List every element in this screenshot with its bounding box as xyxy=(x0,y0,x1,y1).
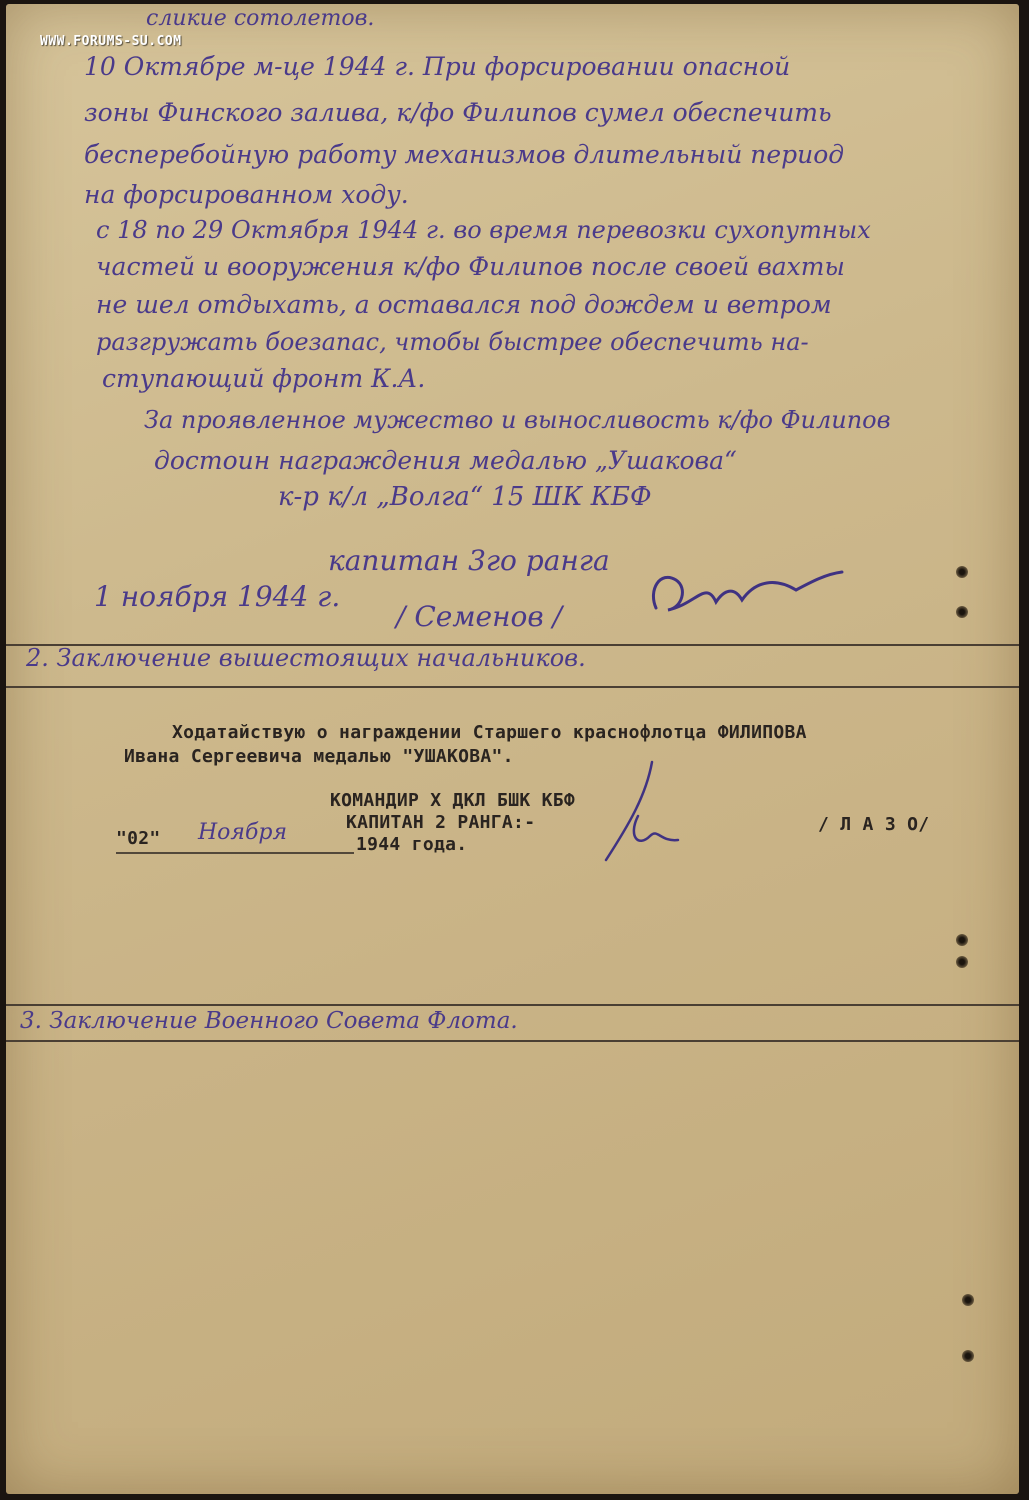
watermark: WWW.FORUMS-SU.COM xyxy=(40,34,182,49)
author-rank: капитан 3го ранга xyxy=(328,544,610,577)
commander-signature xyxy=(598,756,688,866)
hand-line-0: сликие сотолетов. xyxy=(146,6,375,31)
hand-line-4: на форсированном ходу. xyxy=(84,180,409,209)
punch-hole-5 xyxy=(962,1294,974,1306)
hand-line-11: достоин награждения медалью „Ушакова“ xyxy=(154,446,737,475)
hand-line-7: не шел отдыхать, а оставался под дождем и ветром xyxy=(96,290,832,319)
hand-line-6: частей и вооружения к/фо Филипов после своей вахты xyxy=(96,252,845,281)
petition-line-2: Ивана Сергеевича медалью "УШАКОВА". xyxy=(124,746,514,767)
punch-hole-3 xyxy=(956,934,968,946)
punch-hole-6 xyxy=(962,1350,974,1362)
hand-line-1: 10 Октябре м-це 1944 г. При форсировании опасной xyxy=(84,52,791,81)
punch-hole-1 xyxy=(956,566,968,578)
commander-line-2: КАПИТАН 2 РАНГА:- xyxy=(346,812,536,833)
hand-line-5: с 18 по 29 Октября 1944 г. во время перевозки сухопутных xyxy=(96,216,871,244)
date-year: 1944 года. xyxy=(356,834,468,855)
author-date: 1 ноября 1944 г. xyxy=(94,580,341,613)
punch-hole-2 xyxy=(956,606,968,618)
section-2-heading: 2. Заключение вышестоящих начальников. xyxy=(26,644,586,672)
author-name: / Семенов / xyxy=(396,600,563,633)
commander-line-1: КОМАНДИР X ДКЛ БШК КБФ xyxy=(330,790,576,811)
date-month: Ноября xyxy=(198,820,288,845)
document-page xyxy=(6,4,1019,1494)
hand-line-3: бесперебойную работу механизмов длительный период xyxy=(84,140,845,169)
divider-section-3-top xyxy=(6,1004,1019,1006)
date-underline xyxy=(116,850,356,856)
hand-line-8: разгружать боезапас, чтобы быстрее обеспечить на- xyxy=(96,328,809,356)
hand-line-2: зоны Финского залива, к/фо Филипов сумел обеспечить xyxy=(84,98,832,127)
section-3-heading: 3. Заключение Военного Совета Флота. xyxy=(20,1008,518,1034)
petition-line-1: Ходатайствую о награждении Старшего краснофлотца ФИЛИПОВА xyxy=(172,722,807,743)
date-day: "02" xyxy=(116,828,161,849)
author-signature xyxy=(646,560,846,630)
divider-section-2-bottom xyxy=(6,686,1019,688)
divider-section-3-bottom xyxy=(6,1040,1019,1042)
hand-line-10: За проявленное мужество и выносливость к/фо Филипов xyxy=(144,406,891,434)
hand-line-9: ступающий фронт К.А. xyxy=(102,364,426,393)
commander-name: / Л А З О/ xyxy=(818,814,930,835)
hand-line-12: к-р к/л „Волга“ 15 ШК КБФ xyxy=(278,482,652,512)
punch-hole-4 xyxy=(956,956,968,968)
